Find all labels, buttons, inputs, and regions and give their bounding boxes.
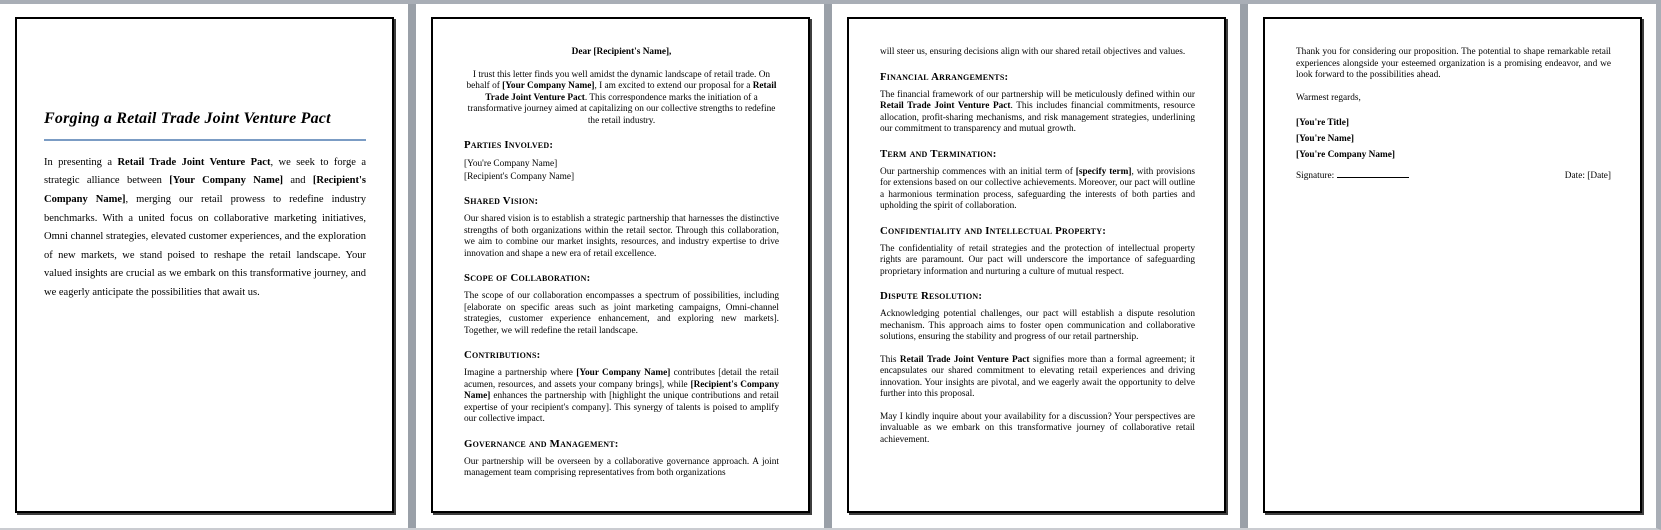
page-gap	[1240, 4, 1248, 528]
party-line-2: [Recipient's Company Name]	[464, 171, 575, 182]
signature-blank[interactable]	[1337, 168, 1409, 178]
page-2-content	[433, 19, 808, 511]
page-border	[847, 17, 1226, 513]
section-heading-dispute-resolution: Dispute Resolution:	[880, 290, 983, 302]
page-border	[1263, 17, 1642, 513]
section-paragraph-governance-and-management: Our partnership will be overseen by a collaborative governance approach. A joint management team comprising representatives from both organizations	[464, 456, 779, 478]
document-page-2[interactable]	[416, 4, 824, 528]
page-1-content	[17, 19, 392, 511]
section-paragraph-scope-of-collaboration: The scope of our collaboration encompasses a spectrum of possibilities, including [elaborate on specific areas such as joint marketing campaigns, Omni-channel strategies, customer experience enhancement, and exploring new markets]. Together, we will redefine the retail landscape.	[464, 291, 779, 336]
signer-name: [You're Name]	[1296, 134, 1354, 144]
signer-title: [You're Title]	[1296, 118, 1349, 128]
section-paragraph-confidentiality-and-ip: The confidentiality of retail strategies and the protection of intellectual property rights are paramount. Our pact will underscore the importance of safeguarding proprietary information and nurturing a culture of mutual respect.	[880, 243, 1195, 277]
document-page-4[interactable]	[1248, 4, 1656, 528]
document-title: Forging a Retail Trade Joint Venture Pact	[44, 109, 366, 141]
thanks-paragraph: Thank you for considering our proposition. The potential to shape remarkable retail experiences alongside your esteemed organization is a promising endeavor, and we look forward to the possibilities ahead.	[1296, 47, 1611, 80]
page-border	[15, 17, 394, 513]
signature-row	[1296, 168, 1611, 183]
party-line-1: [You're Company Name]	[464, 159, 558, 169]
signature-label: Signature:	[1296, 171, 1335, 181]
section-heading-term-and-termination: Term and Termination:	[880, 147, 997, 160]
section-paragraph-dispute-resolution: Acknowledging potential challenges, our pact will establish a dispute resolution mechanism. This approach aims to foster open communication and collaborative solutions, ensuring the stability and progress of our retail partnership.	[880, 309, 1195, 342]
page-border	[431, 17, 810, 513]
section-heading-parties-involved: Parties Involved:	[464, 139, 554, 151]
page-gap	[408, 4, 416, 528]
section-heading-confidentiality-and-ip: Confidentiality and Intellectual Property:	[880, 224, 1106, 237]
closing-paragraph-2: May I kindly inquire about your availability for a discussion? Your perspectives are invaluable as we embark on this transformative journey of collaborative retail achievement.	[880, 411, 1195, 445]
regards-line: Warmest regards,	[1296, 92, 1361, 103]
page-3-content	[849, 19, 1224, 511]
closing-paragraph-1: This Retail Trade Joint Venture Pact signifies more than a formal agreement; it encapsulates our shared commitment to elevating retail experiences and driving innovation. Your insights are pivotal, and we eagerly await the opportunity to delve further into this proposal.	[880, 354, 1195, 399]
section-heading-scope-of-collaboration: Scope of Collaboration:	[464, 272, 591, 284]
section-paragraph-term-and-termination: Our partnership commences with an initial term of [specify term], with provisions for extensions based on our collective achievements. Moreover, our pact will outline a harmonious termination process, safeguarding the interests of both parties and upholding the spirit of collaboration.	[880, 166, 1195, 211]
page-gap	[824, 4, 832, 528]
section-heading-financial-arrangements: Financial Arrangements:	[880, 70, 1009, 83]
section-heading-contributions: Contributions:	[464, 349, 541, 361]
governance-continuation-paragraph: will steer us, ensuring decisions align with our shared retail objectives and values.	[880, 47, 1186, 57]
signer-company: [You're Company Name]	[1296, 150, 1395, 160]
salutation: Dear [Recipient's Name],	[571, 47, 672, 57]
intro-paragraph: I trust this letter finds you well amidst the dynamic landscape of retail trade. On behalf of [Your Company Name], I am excited to extend our proposal for a Retail Trade Joint Venture Pact. This correspondence marks the initiation of a transformative journey aimed at capitalizing on our collective strengths to redefine the retail industry.	[466, 69, 777, 126]
document-page-1[interactable]	[0, 4, 408, 528]
section-heading-shared-vision: Shared Vision:	[464, 195, 539, 207]
section-paragraph-financial-arrangements: The financial framework of our partnership will be meticulously defined within our Retail Trade Joint Venture Pact. This includes financial commitments, resource allocation, profit-sharing mechanisms, and risk management strategies, underlining our commitment to transparency and mutual growth.	[880, 89, 1196, 134]
signature-field[interactable]	[1296, 168, 1409, 183]
cover-paragraph: In presenting a Retail Trade Joint Venture Pact, we seek to forge a strategic alliance between [Your Company Name] and [Recipient's Company Name], merging our retail prowess to redefine industry benchmarks. With a united focus on collaborative marketing initiatives, Omni channel strategies, elevated customer experiences, and the exploration of new markets, we stand poised to reshape the retail landscape. Your valued insights are crucial as we embark on this transformative journey, and we eagerly anticipate the possibilities that await us.	[44, 156, 366, 298]
page-4-content	[1265, 19, 1640, 511]
section-paragraph-contributions: Imagine a partnership where [Your Company Name] contributes [detail the retail acumen, resources, and assets your company brings], while [Recipient's Company Name] enhances the partnership with [highlight the unique contributions and retail expertise of your recipient's company]. This synergy of talents is poised to amplify our collective impact.	[464, 368, 780, 424]
section-paragraph-shared-vision: Our shared vision is to establish a strategic partnership that harnesses the distinctive strengths of both organizations within the retail sector. Through this collaboration, we aim to combine our market insights, resources, and industry expertise to drive innovation and shape a new era of retail excellence.	[464, 214, 779, 259]
document-page-3[interactable]	[832, 4, 1240, 528]
date-field[interactable]: Date: [Date]	[1564, 171, 1611, 181]
section-heading-governance-and-management: Governance and Management:	[464, 437, 619, 450]
